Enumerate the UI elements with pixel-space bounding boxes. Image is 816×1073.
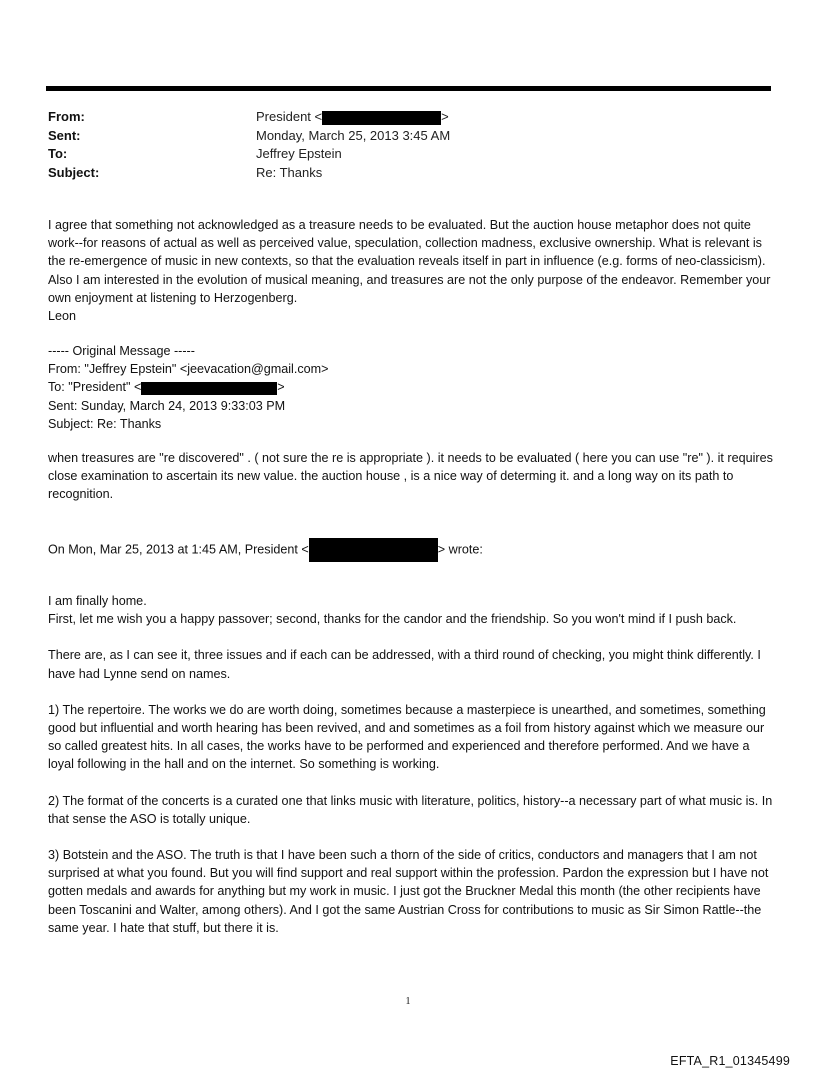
quoted-intro-suffix: > wrote: (437, 542, 483, 557)
quoted-p6: 3) Botstein and the ASO. The truth is that I have been such a thorn of the side of critics, conductors and managers that I am not surprised at what you found. But you will find support and real support within the profession. Pardon the expression but I have not gotten medals and awards for anything but my work in music. I just got the Bruckner Medal this month (the other recipients have been Toscanini and Walter, among others). And I got the same Austrian Cross for contributions to music as Sir Simon Rattle--the same year. I hate that stuff, but there it is. (48, 848, 769, 935)
redaction-box (322, 111, 441, 125)
quoted-p5: 2) The format of the concerts is a curated one that links music with literature, politics, history--a necessary part of what music is. In that sense the ASO is totally unique. (48, 793, 773, 826)
to-row (48, 145, 450, 164)
reply-body (48, 216, 776, 325)
sent-label: Sent: (48, 127, 81, 143)
reply-signature: Leon (48, 309, 77, 324)
header-rule (46, 86, 771, 91)
original-text: when treasures are "re discovered" . ( not sure the re is appropriate ). it needs to be evaluated ( here you can use "re" ). it requires close examination to ascertain its new value. the auction house , is a nice way of determing it. and a long way on its path to recognition. (48, 451, 773, 502)
quoted-intro (48, 538, 776, 562)
quoted-intro-prefix: On Mon, Mar 25, 2013 at 1:45 AM, President < (48, 542, 309, 557)
reply-text: I agree that something not acknowledged as a treasure needs to be evaluated. But the auction house metaphor does not quite work--for reasons of actual as well as perceived value, speculation, collection madness, exclusive ownership. What is relevant is the re-emergence of music in new contexts, so that the evaluation reveals itself in part in influence (e.g. forms of neo-classicism). Also I am interested in the evolution of musical meaning, and treasures are not the only purpose of the endeavor. Remember your own enjoyment at listening to Herzogenberg. (48, 218, 771, 305)
quoted-p1: I am finally home. (48, 594, 147, 608)
original-sent: Sent: Sunday, March 24, 2013 9:33:03 PM (48, 398, 286, 413)
email-header (48, 108, 450, 182)
original-body (48, 449, 776, 504)
from-label: From: (48, 109, 85, 124)
quoted-p4: 1) The repertoire. The works we do are worth doing, sometimes because a masterpiece is unearthed, and sometimes, something good but influential and worth hearing has been revived, and and sometimes as a foil from history against which we measure our so called greatest hits. In all cases, the works have to be performed and experienced and therefore performed. And we have a loyal following in the hall and on the internet. So something is working. (48, 702, 766, 772)
redaction-box (309, 538, 438, 562)
page-number: 1 (405, 996, 411, 1007)
original-message-header (48, 342, 776, 433)
sent-row (48, 127, 450, 146)
from-row (48, 108, 450, 127)
redaction-box (141, 382, 277, 395)
to-label: To: (48, 146, 68, 161)
original-subject: Subject: Re: Thanks (48, 416, 162, 431)
quoted-p2: First, let me wish you a happy passover; second, thanks for the candor and the friendship. So you won't mind if I push back. (48, 612, 737, 627)
subject-value: Re: Thanks (256, 164, 323, 180)
original-divider: ----- Original Message ----- (48, 344, 195, 358)
quoted-p3: There are, as I can see it, three issues and if each can be addressed, with a third round of checking, you might think differently. I have had Lynne send on names. (48, 648, 761, 681)
original-to: To: "President" < > (48, 380, 285, 395)
subject-label: Subject: (48, 164, 100, 180)
original-from: From: "Jeffrey Epstein" <jeevacation@gmail.com> (48, 362, 329, 377)
sent-value: Monday, March 25, 2013 3:45 AM (256, 127, 451, 143)
quoted-body (48, 592, 776, 937)
to-value: Jeffrey Epstein (256, 146, 342, 161)
subject-row (48, 164, 450, 183)
from-value: President < > (256, 109, 449, 124)
bates-number: EFTA_R1_01345499 (670, 1054, 790, 1068)
